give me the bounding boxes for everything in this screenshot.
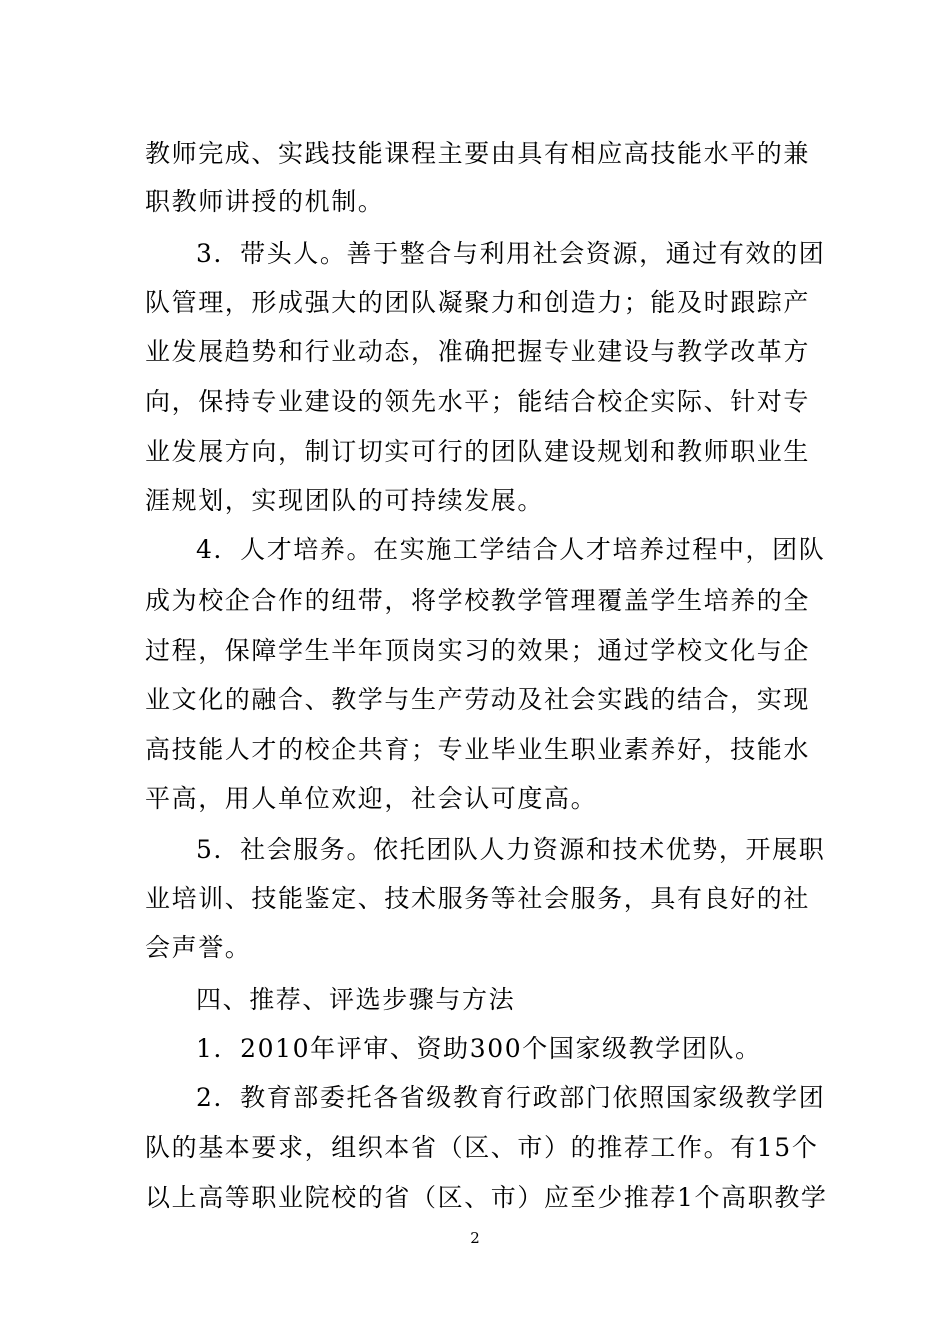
text-line: 高技能人才的校企共育；专业毕业生职业素养好，技能水: [145, 735, 811, 764]
text-line: 成为校企合作的纽带，将学校教学管理覆盖学生培养的全: [145, 586, 811, 615]
text-line: 教师完成、实践技能课程主要由具有相应高技能水平的兼: [145, 139, 811, 168]
paragraph-start-line: 2．教育部委托各省级教育行政部门依照国家级教学团: [196, 1083, 826, 1112]
paragraph-start-line: 3．带头人。善于整合与利用社会资源，通过有效的团: [196, 239, 826, 268]
text-line: 职教师讲授的机制。: [145, 187, 385, 216]
text-line: 队的基本要求，组织本省（区、市）的推荐工作。有15个: [145, 1133, 819, 1162]
text-line: 队管理，形成强大的团队凝聚力和创造力；能及时跟踪产: [145, 288, 811, 317]
text-line: 过程，保障学生半年顶岗实习的效果；通过学校文化与企: [145, 636, 811, 665]
text-line: 业文化的融合、教学与生产劳动及社会实践的结合，实现: [145, 685, 811, 714]
page-number: 2: [470, 1229, 480, 1247]
paragraph-start-line: 4．人才培养。在实施工学结合人才培养过程中，团队: [196, 535, 826, 564]
text-line: 涯规划，实现团队的可持续发展。: [145, 486, 545, 515]
text-line: 业培训、技能鉴定、技术服务等社会服务，具有良好的社: [145, 884, 811, 913]
text-line: 以上高等职业院校的省（区、市）应至少推荐1个高职教学: [145, 1183, 828, 1212]
text-line: 业发展趋势和行业动态，准确把握专业建设与教学改革方: [145, 337, 811, 366]
text-line: 向，保持专业建设的领先水平；能结合校企实际、针对专: [145, 387, 811, 416]
text-line: 平高，用人单位欢迎，社会认可度高。: [145, 784, 598, 813]
text-line: 业发展方向，制订切实可行的团队建设规划和教师职业生: [145, 437, 811, 466]
paragraph-start-line: 5．社会服务。依托团队人力资源和技术优势，开展职: [196, 835, 826, 864]
text-line: 会声誉。: [145, 933, 252, 962]
paragraph-start-line: 1．2010年评审、资助300个国家级教学团队。: [196, 1034, 762, 1063]
section-heading: 四、推荐、评选步骤与方法: [196, 985, 516, 1014]
